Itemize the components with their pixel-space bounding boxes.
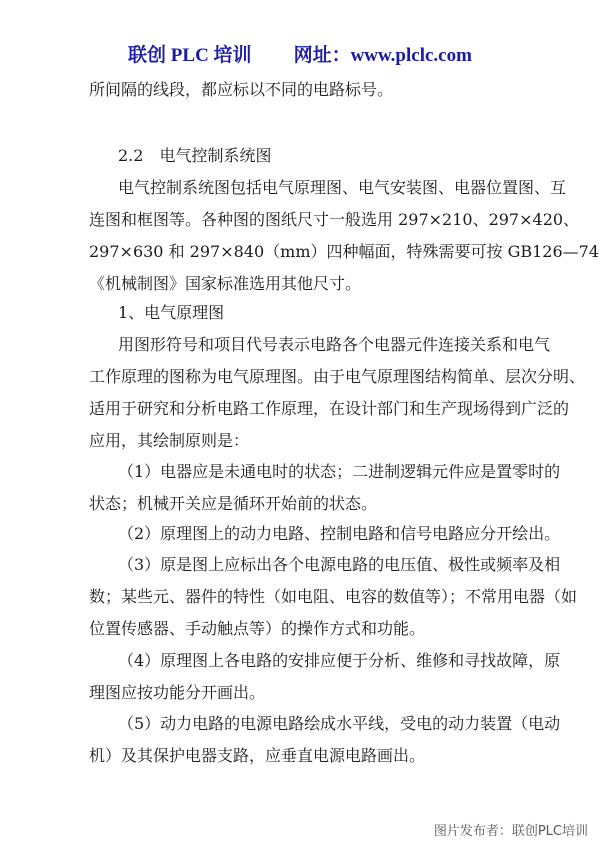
text-line: 电气控制系统图包括电气原理图、电气安装图、电器位置图、互 (118, 178, 567, 197)
text-line: 数；某些元、器件的特性（如电阻、电容的数值等）；不常用电器（如 (89, 587, 578, 606)
text-line: 状态；机械开关应是循环开始前的状态。 (89, 494, 378, 513)
text-line: 连图和框图等。各种图的图纸尺寸一般选用 297×210、297×420、 (89, 210, 580, 229)
list-item: （2）原理图上的动力电路、控制电路和信号电路应分开绘出。 (118, 524, 561, 543)
text-line: 位置传感器、手动触点等）的操作方式和功能。 (89, 619, 426, 638)
subsection-heading: 1、电气原理图 (118, 303, 225, 322)
list-item: （3）原是图上应标出各个电源电路的电压值、极性或频率及相 (118, 555, 561, 574)
text-line: 适用于研究和分析电路工作原理，在设计部门和生产现场得到广泛的 (89, 399, 570, 418)
image-credit: 图片发布者：联创PLC培训 (433, 824, 588, 839)
text-line: 用图形符号和项目代号表示电路各个电器元件连接关系和电气 (118, 335, 551, 354)
section-heading: 2.2 电气控制系统图 (118, 146, 272, 165)
list-item: （4）原理图上各电路的安排应便于分析、维修和寻找故障，原 (118, 651, 561, 670)
text-line: 所间隔的线段，都应标以不同的电路标号。 (89, 80, 394, 99)
list-item: （5）动力电路的电源电路绘成水平线，受电的动力装置（电动 (118, 714, 561, 733)
text-line: 297×630 和 297×840（mm）四种幅面，特殊需要可按 GB126—74 (89, 242, 600, 261)
text-line: 《机械制图》国家标准选用其他尺寸。 (89, 274, 362, 293)
text-line: 应用，其绘制原则是： (89, 431, 250, 450)
text-line: 机）及其保护电器支路，应垂直电源电路画出。 (89, 746, 426, 765)
page-header (0, 40, 600, 67)
header-brand: 联创 PLC 培训 (128, 45, 252, 66)
header-website: 网址：www.plclc.com (293, 45, 472, 66)
text-line: 工作原理的图称为电气原理图。由于电气原理图结构简单、层次分明、 (89, 367, 586, 386)
text-line: 理图应按功能分开画出。 (89, 683, 266, 702)
list-item: （1）电器应是未通电时的状态；二进制逻辑元件应是置零时的 (118, 462, 561, 481)
